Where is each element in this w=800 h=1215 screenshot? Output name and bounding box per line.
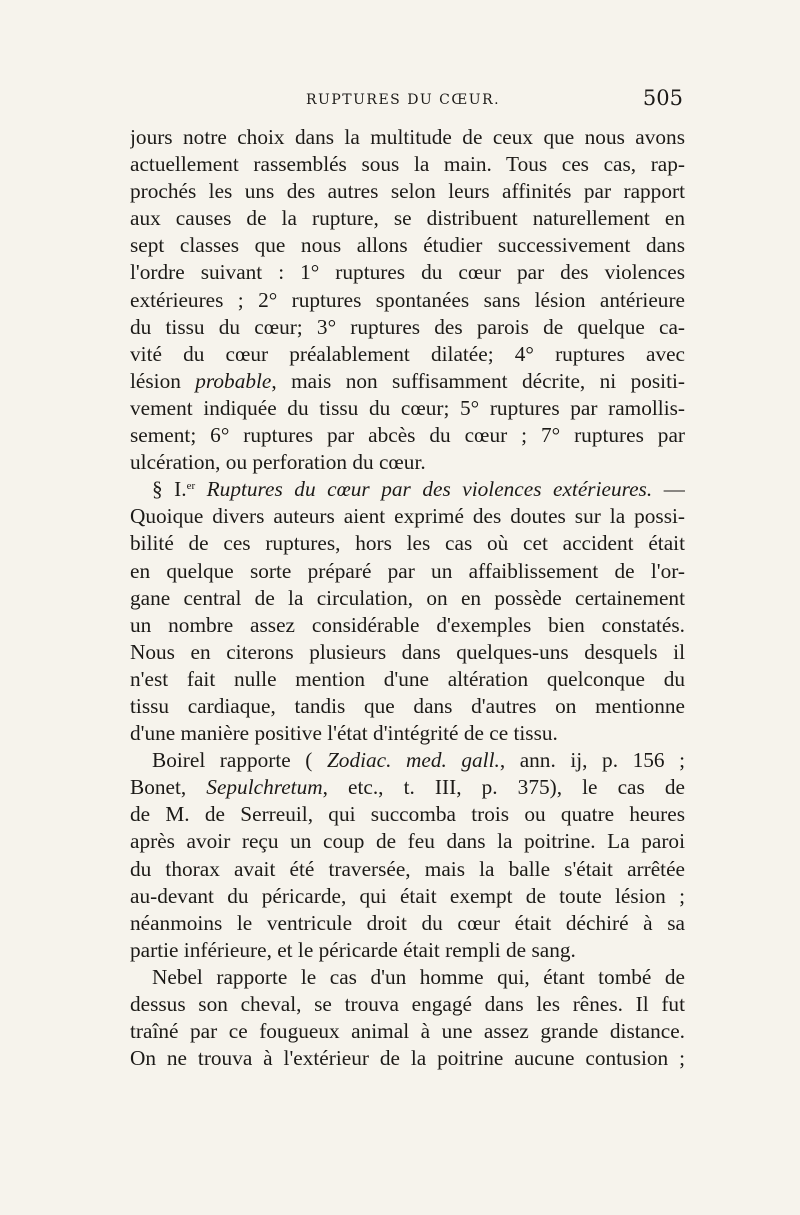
section-ordinal: er xyxy=(186,480,196,493)
running-title: RUPTURES DU CŒUR. xyxy=(306,92,501,108)
section-dash: — xyxy=(652,477,685,502)
text-line: vité du cœur préalablement dilatée; 4° ruptures avec xyxy=(130,341,685,366)
text-line: dessus son cheval, se trouva engagé dans les rênes. Il fut xyxy=(130,992,685,1016)
line-text: Bonet, xyxy=(130,775,207,800)
citation-title: Zodiac. med. gall. xyxy=(326,748,500,773)
text-line: On ne trouva à l'extérieur de la poitrine aucune contusion ; xyxy=(130,1046,685,1071)
line-text: lésion xyxy=(130,368,196,393)
page-header xyxy=(130,86,685,114)
line-text: , etc., t. III, p. 375), le cas de xyxy=(322,775,685,800)
text-line: sept classes que nous allons étudier successivement dans xyxy=(130,233,685,258)
text-line: de M. de Serreuil, qui succomba trois ou quatre heures xyxy=(130,802,685,827)
text-line: aux causes de la rupture, se distribuent naturellement en xyxy=(130,206,685,231)
text-line: au-devant du péricarde, qui était exempt de toute lésion ; xyxy=(130,883,685,908)
text-line: du tissu du cœur; 3° ruptures des parois de quelque ca- xyxy=(130,314,685,339)
text-line xyxy=(130,747,685,774)
text-line: vement indiquée du tissu du cœur; 5° ruptures par ramollis- xyxy=(130,395,685,420)
line-text: Boirel rapporte ( xyxy=(152,748,327,773)
italic-term: probable xyxy=(195,368,272,393)
text-line: Nebel rapporte le cas d'un homme qui, étant tombé de xyxy=(152,964,685,989)
text-line: un nombre assez considérable d'exemples bien constatés. xyxy=(130,612,685,637)
text-line: gane central de la circulation, on en possède certainement xyxy=(130,585,685,610)
line-text: , mais non suffisamment décrite, ni positi- xyxy=(271,368,685,393)
text-line: actuellement rassemblés sous la main. Tous ces cas, rap- xyxy=(130,152,685,177)
text-line: tissu cardiaque, tandis que dans d'autres on mentionne xyxy=(130,693,685,718)
text-line xyxy=(130,368,685,395)
text-line: après avoir reçu un coup de feu dans la poitrine. La paroi xyxy=(130,829,685,854)
text-line: Nous en citerons plusieurs dans quelques-uns desquels il xyxy=(130,639,685,664)
body-text xyxy=(130,124,685,1072)
text-line: Quoique divers auteurs aient exprimé des doutes sur la possi- xyxy=(130,504,685,529)
section-heading xyxy=(130,476,685,503)
page-number: 505 xyxy=(642,86,683,110)
text-line: prochés les uns des autres selon leurs affinités par rapport xyxy=(130,179,685,204)
section-title: Ruptures du cœur par des violences extérieures. xyxy=(195,477,653,502)
text-line: en quelque sorte préparé par un affaiblissement de l'or- xyxy=(130,558,685,583)
text-line: partie inférieure, et le péricarde était rempli de sang. xyxy=(130,937,576,962)
text-line: sement; 6° ruptures par abcès du cœur ; 7° ruptures par xyxy=(130,423,685,448)
citation-title: Sepulchretum xyxy=(206,775,323,800)
text-line: néanmoins le ventricule droit du cœur était déchiré à sa xyxy=(130,910,685,935)
text-line: du thorax avait été traversée, mais la balle s'était arrêtée xyxy=(130,856,685,881)
text-line xyxy=(130,774,685,801)
text-line: d'une manière positive l'état d'intégrité de ce tissu. xyxy=(130,721,558,746)
line-text: , ann. ij, p. 156 ; xyxy=(499,748,685,773)
text-line: jours notre choix dans la multitude de ceux que nous avons xyxy=(130,125,685,149)
text-line: traîné par ce fougueux animal à une assez grande distance. xyxy=(130,1019,685,1044)
section-number: § I. xyxy=(152,477,187,502)
text-line: l'ordre suivant : 1° ruptures du cœur par des violences xyxy=(130,260,685,285)
text-line: bilité de ces ruptures, hors les cas où cet accident était xyxy=(130,531,685,556)
text-line: extérieures ; 2° ruptures spontanées sans lésion antérieure xyxy=(130,287,685,312)
text-line: ulcération, ou perforation du cœur. xyxy=(130,450,426,475)
text-line: n'est fait nulle mention d'une altération quelconque du xyxy=(130,666,685,691)
